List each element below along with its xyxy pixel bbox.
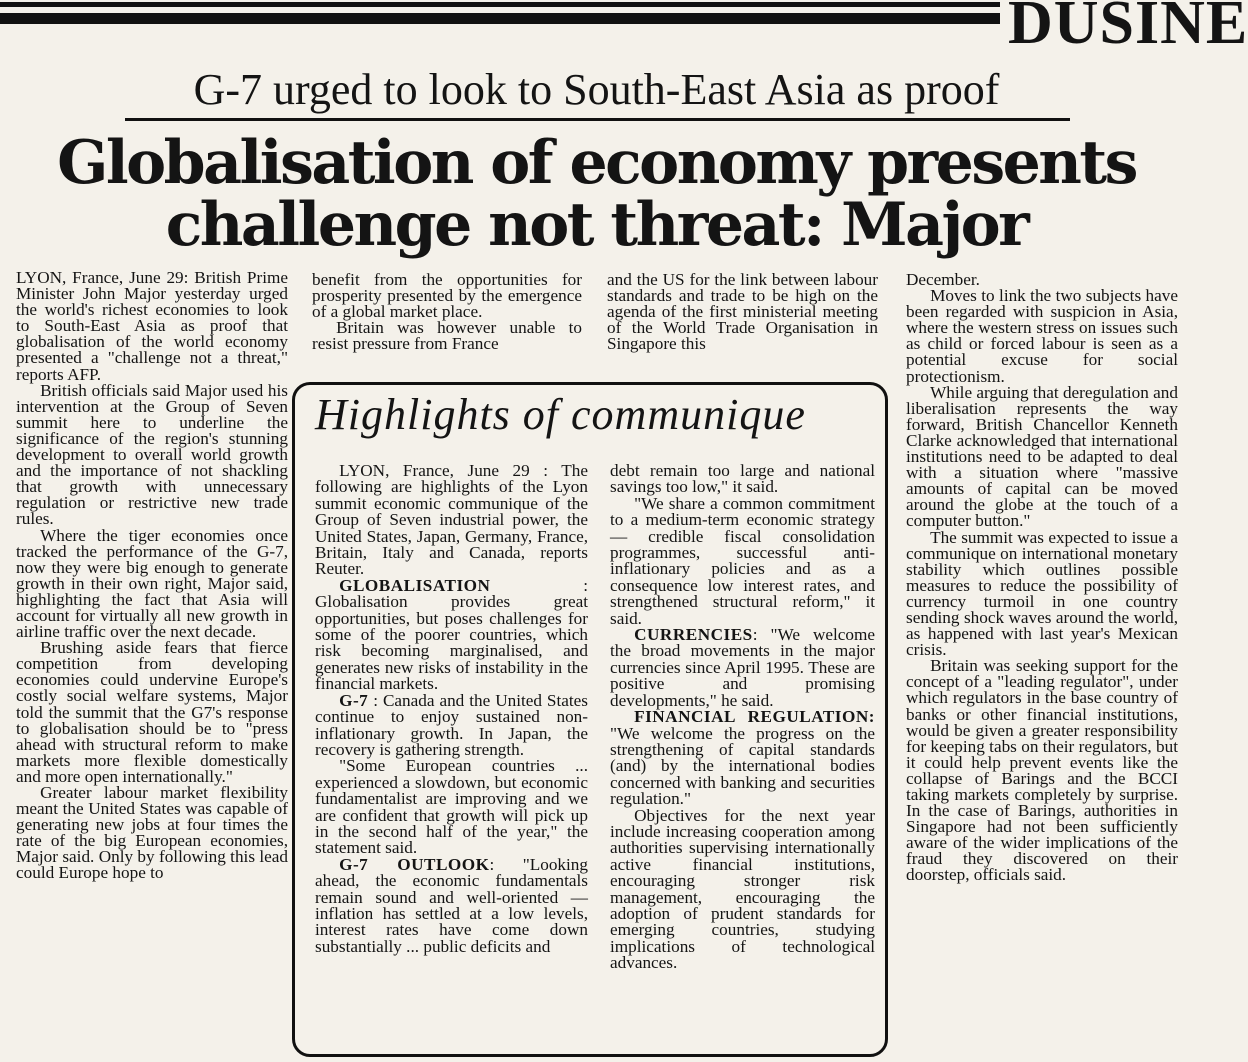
- article-paragraph: benefit from the opportunities for prosperity presented by the emergence of a global market place.: [312, 270, 582, 322]
- article-paragraph: The summit was expected to issue a communique on international monetary stability which outlines possible measures to reduce the possibility of currency turmoil in one country sending shock waves around the world, as happened with last year's Mexican crisis.: [906, 527, 1178, 660]
- highlight-text: "We share a common commitment to a medium-term economic strategy — credible fiscal consolidation programmes, successful anti-inflationary policies and as a consequence low interest rates, and strengthened structural reform," it said.: [610, 493, 875, 628]
- article-paragraph: December.: [906, 270, 980, 289]
- highlight-paragraph: [610, 493, 875, 628]
- highlight-text: "We welcome the progress on the strengthening of capital standards (and) by the international bodies concerned with banking and securities regulation.": [610, 723, 875, 809]
- highlight-paragraph: [315, 690, 588, 759]
- highlights-title: Highlights of communique: [315, 390, 806, 439]
- kicker-underline: [125, 118, 1070, 121]
- highlight-subhead: G-7 OUTLOOK: [339, 854, 490, 874]
- article-paragraph: Greater labour market flexibility meant the United States was capable of generating new jobs at four times the rate of the big European economies, Major said. Only by following this lead could Europe hope to: [16, 783, 288, 883]
- highlight-subhead: FINANCIAL REGULATION:: [634, 707, 875, 727]
- main-headline: [0, 128, 1193, 260]
- section-flag: DUSINE: [1008, 0, 1248, 57]
- article-paragraph: Where the tiger economies once tracked the performance of the G-7, now they were big enough to generate growth in their own right, Major said, highlighting the fact that Asia will account for virtually all new growth in airline traffic over the next decade.: [16, 525, 288, 642]
- highlight-text: LYON, France, June 29 : The following are highlights of the Lyon summit economic communique of the Group of Seven industrial power, the United States, Japan, Germany, France, Britain, Italy and Canada, reports Reuter.: [315, 461, 588, 579]
- masthead-rule: [0, 2, 1000, 24]
- headline-line-2: challenge not threat: Major: [165, 190, 1028, 260]
- highlight-paragraph: [315, 463, 588, 578]
- article-column-2: [312, 272, 582, 352]
- highlight-paragraph: [610, 463, 875, 496]
- headline-line-1: Globalisation of economy presents: [57, 128, 1136, 198]
- highlight-subhead: CURRENCIES: [634, 625, 753, 645]
- article-paragraph: While arguing that deregulation and liberalisation represents the way forward, British Chancellor Kenneth Clarke acknowledged that international institutions need to be adapted to deal with a situation where "massive amounts of capital can be moved around the globe at the touch of a computer button.": [906, 382, 1178, 531]
- article-paragraph: Britain was however unable to resist pressure from France: [312, 318, 582, 354]
- highlight-paragraph: [610, 627, 875, 709]
- article-paragraph: Moves to link the two subjects have been regarded with suspicion in Asia, where the western stress on issues such as child or forced labour is seen as a potential excuse for social protectionism.: [906, 286, 1178, 386]
- article-paragraph: and the US for the link between labour standards and trade to be high on the agenda of the first ministerial meeting of the World Trade Organisation in Singapore this: [607, 270, 878, 354]
- highlight-paragraph: [315, 758, 588, 856]
- highlight-text: : "We welcome the broad movements in the major currencies since April 1995. These are positive and promising developments," he said.: [610, 625, 875, 710]
- highlight-paragraph: [610, 709, 875, 807]
- highlight-subhead: GLOBALISATION: [339, 575, 491, 595]
- highlight-paragraph: [315, 854, 588, 956]
- highlights-box: [292, 382, 888, 1057]
- highlights-column-2: [610, 463, 875, 972]
- highlight-text: Objectives for the next year include increasing cooperation among authorities supervising internationally active financial institutions, encouraging stronger risk management, encouraging the adoption of prudent standards for emerging countries, studying implications of technological advances.: [610, 805, 875, 973]
- kicker-headline: G-7 urged to look to South-East Asia as proof: [193, 65, 1000, 114]
- highlight-text: : "Looking ahead, the economic fundamentals remain sound and well-oriented — inflation has settled at a low levels, interest rates have come down substantially ... public deficits and: [315, 854, 588, 956]
- article-column-1: [16, 270, 288, 882]
- article-paragraph: British officials said Major used his intervention at the Group of Seven summit here to underline the significance of the region's stunning development to overall world growth and the importance of not shackling that growth with unnecessary regulation or restrictive new trade rules.: [16, 380, 288, 529]
- highlight-text: : Globalisation provides great opportunities, but poses challenges for some of the poorer countries, which risk becoming marginalised, and generates new risks of instability in the financial markets.: [315, 575, 588, 694]
- article-column-3: [607, 272, 878, 352]
- highlight-text: "Some European countries ... experienced a slowdown, but economic fundamentalist are improving and we are confident that growth will pick up in the second half of the year," the statement said.: [315, 756, 588, 858]
- article-paragraph: Brushing aside fears that fierce competition from developing economies could undervine Europe's costly social welfare systems, Major told the summit that the G7's response to globalisation should be to "press ahead with structural reform to make markets more flexible domestically and more open internationally.": [16, 638, 288, 786]
- highlight-text: debt remain too large and national savings too low," it said.: [610, 461, 875, 497]
- highlight-text: : Canada and the United States continue to enjoy sustained non-inflationary growth. In Japan, the recovery is gathering strength.: [315, 690, 588, 759]
- highlight-paragraph: [610, 805, 875, 973]
- article-paragraph: LYON, France, June 29: British Prime Minister John Major yesterday urged the world's richest economies to look to South-East Asia as proof that globalisation of the world economy presented a "challenge not a threat," reports AFP.: [16, 268, 288, 384]
- article-paragraph: Britain was seeking support for the concept of a "leading regulator", under which regulators in the base country of banks or other financial institutions, would be given a greater responsibility for keeping tabs on their regulators, but it could help prevent events like the collapse of Barings and the BCCI taking markets completely by surprise. In the case of Barings, authorities in Singapore had not been sufficiently aware of the wider implications of the fraud they discovered on their doorstep, officials said.: [906, 656, 1178, 885]
- article-column-4: [906, 272, 1178, 884]
- highlight-subhead: G-7: [339, 690, 369, 710]
- highlights-column-1: [315, 463, 588, 955]
- highlight-paragraph: [315, 575, 588, 694]
